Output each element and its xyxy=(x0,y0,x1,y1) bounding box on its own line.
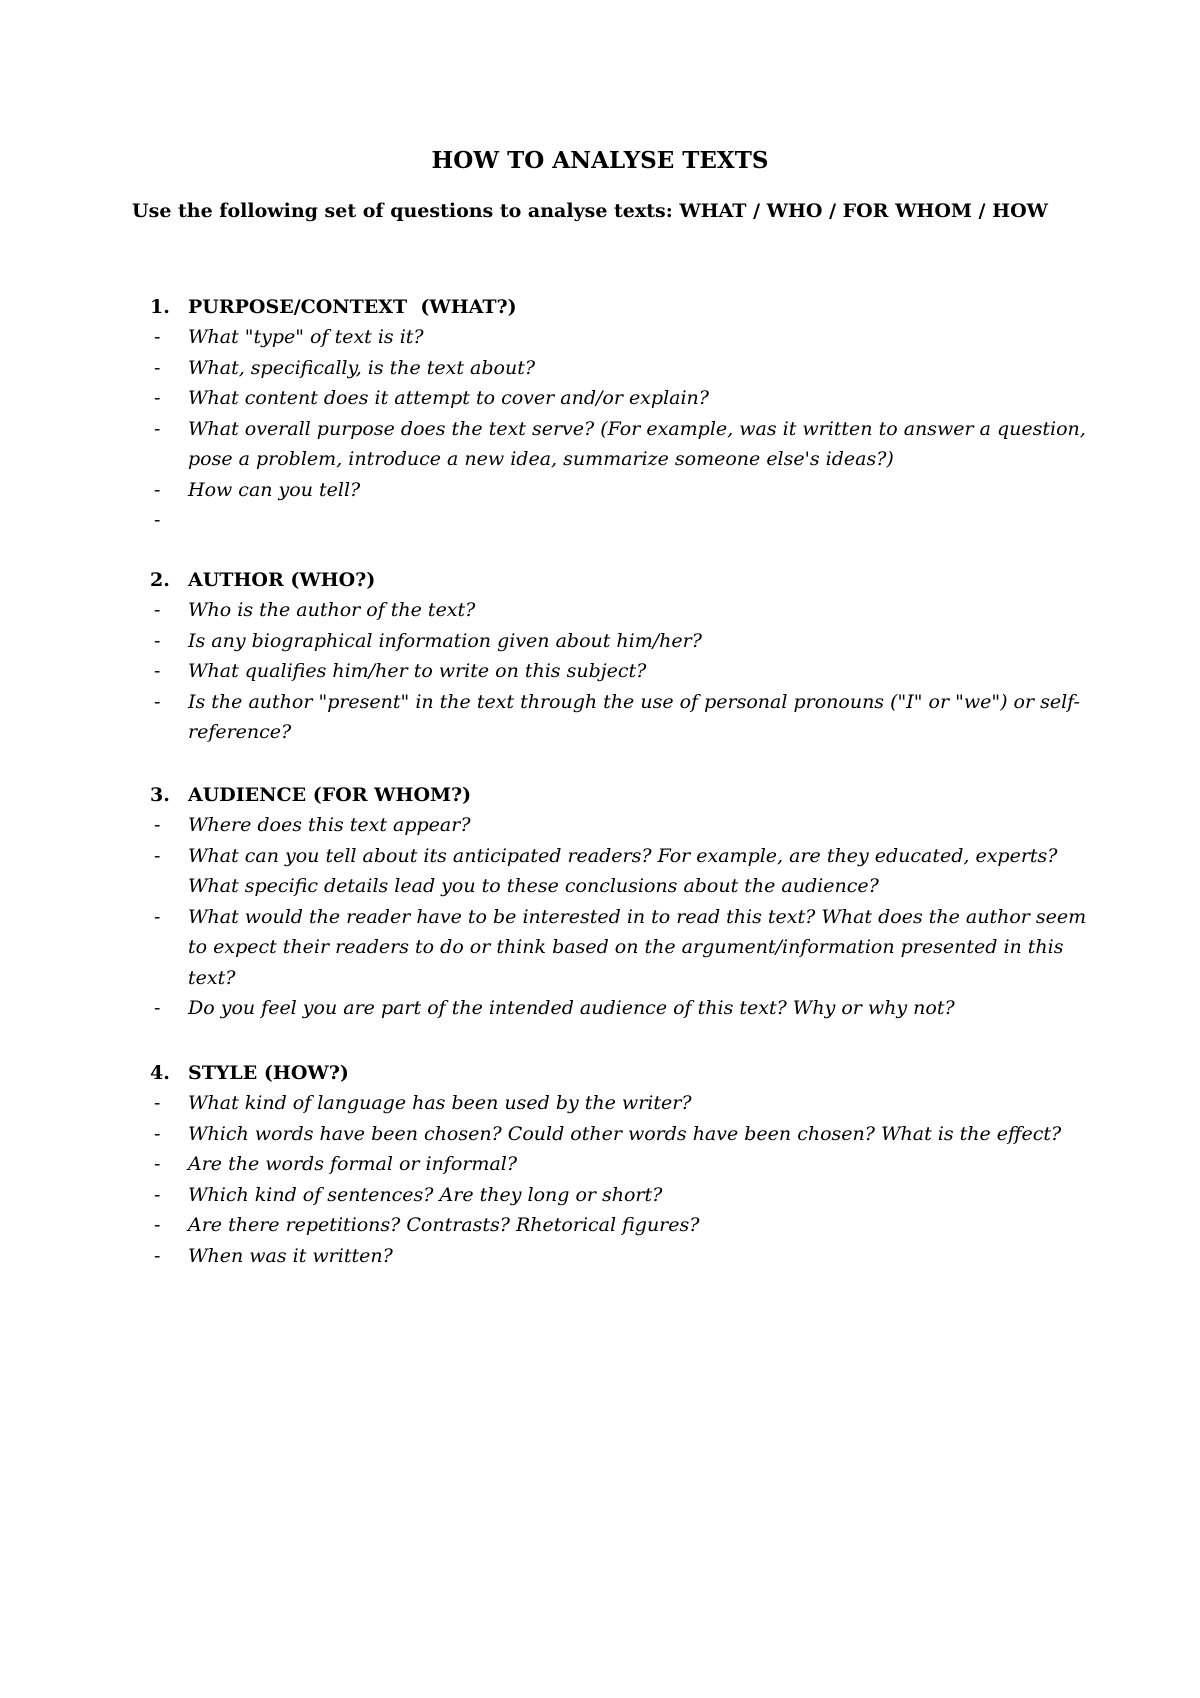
section-author xyxy=(150,565,1100,748)
question-text: Where does this text appear? xyxy=(188,814,471,836)
list-item xyxy=(150,505,1100,536)
question-text: What, specifically, is the text about? xyxy=(188,356,536,379)
question-text: What would the reader have to be interested in to read this text? What does the author seem to expect their readers to do or think based on the argument/information presented in this text? xyxy=(188,905,1087,989)
question-text: What overall purpose does the text serve? (For example, was it written to answer a question, pose a problem, introduce a new idea, summarize someone else's ideas?) xyxy=(188,417,1086,470)
dash-bullet: - xyxy=(154,356,161,379)
list-item xyxy=(150,656,1100,687)
list-item xyxy=(150,687,1100,748)
dash-bullet: - xyxy=(154,997,161,1019)
section-heading xyxy=(150,292,1100,322)
question-list xyxy=(150,595,1100,748)
question-text: Are there repetitions? Contrasts? Rhetorical figures? xyxy=(188,1214,700,1236)
list-item xyxy=(150,902,1100,994)
question-text: What "type" of text is it? xyxy=(188,326,424,348)
section-number: 1. xyxy=(150,296,170,318)
list-item xyxy=(150,353,1100,384)
dash-bullet: - xyxy=(154,1153,161,1175)
dash-bullet: - xyxy=(154,629,161,652)
dash-bullet: - xyxy=(154,690,161,713)
list-item xyxy=(150,810,1100,841)
section-heading-text: PURPOSE/CONTEXT (WHAT?) xyxy=(188,296,517,318)
question-text: Which words have been chosen? Could other words have been chosen? What is the effect? xyxy=(188,1122,1062,1145)
question-text: Do you feel you are part of the intended audience of this text? Why or why not? xyxy=(188,997,955,1019)
list-item xyxy=(150,322,1100,353)
section-heading xyxy=(150,780,1100,810)
list-item xyxy=(150,475,1100,506)
dash-bullet: - xyxy=(154,844,161,867)
question-text: What can you tell about its anticipated readers? For example, are they educated, experts? What specific details lead you to these conclusions about the audience? xyxy=(188,844,1058,897)
page-subtitle: Use the following set of questions to analyse texts: WHAT / WHO / FOR WHOM / HOW xyxy=(132,200,1048,222)
section-style xyxy=(150,1058,1100,1271)
dash-bullet: - xyxy=(154,509,161,531)
section-heading xyxy=(150,1058,1100,1088)
section-heading-text: AUDIENCE (FOR WHOM?) xyxy=(188,784,472,806)
question-text: How can you tell? xyxy=(188,478,361,501)
section-number: 3. xyxy=(150,784,170,806)
dash-bullet: - xyxy=(154,1122,161,1145)
question-text: What content does it attempt to cover and/or explain? xyxy=(188,387,709,409)
list-item xyxy=(150,626,1100,657)
dash-bullet: - xyxy=(154,1183,161,1206)
section-heading-text: AUTHOR (WHO?) xyxy=(188,569,376,591)
dash-bullet: - xyxy=(154,814,161,836)
list-item xyxy=(150,1119,1100,1150)
list-item xyxy=(150,414,1100,475)
list-item xyxy=(150,1241,1100,1272)
dash-bullet: - xyxy=(154,660,161,682)
question-text: Is any biographical information given about him/her? xyxy=(188,629,702,652)
list-item xyxy=(150,595,1100,626)
question-text: What qualifies him/her to write on this subject? xyxy=(188,660,647,682)
section-heading-text: STYLE (HOW?) xyxy=(188,1062,349,1084)
list-item xyxy=(150,1088,1100,1119)
section-number: 4. xyxy=(150,1062,170,1084)
list-item xyxy=(150,993,1100,1024)
section-number: 2. xyxy=(150,569,170,591)
dash-bullet: - xyxy=(154,387,161,409)
section-audience xyxy=(150,780,1100,1024)
list-item xyxy=(150,383,1100,414)
section-purpose-context xyxy=(150,292,1100,536)
list-item xyxy=(150,1149,1100,1180)
section-heading xyxy=(150,565,1100,595)
question-text: Is the author "present" in the text through the use of personal pronouns ("I" or "we") or self-reference? xyxy=(188,690,1080,743)
list-item xyxy=(150,1180,1100,1211)
dash-bullet: - xyxy=(154,478,161,501)
question-list xyxy=(150,322,1100,536)
dash-bullet: - xyxy=(154,326,161,348)
list-item xyxy=(150,1210,1100,1241)
dash-bullet: - xyxy=(154,1214,161,1236)
question-text: When was it written? xyxy=(188,1244,393,1267)
question-text: What kind of language has been used by the writer? xyxy=(188,1092,692,1114)
question-text: Are the words formal or informal? xyxy=(188,1153,518,1175)
dash-bullet: - xyxy=(154,905,161,928)
list-item xyxy=(150,841,1100,902)
question-list xyxy=(150,1088,1100,1271)
dash-bullet: - xyxy=(154,417,161,440)
question-list xyxy=(150,810,1100,1024)
dash-bullet: - xyxy=(154,1092,161,1114)
question-text: Who is the author of the text? xyxy=(188,599,476,621)
dash-bullet: - xyxy=(154,599,161,621)
dash-bullet: - xyxy=(154,1244,161,1267)
page-title: HOW TO ANALYSE TEXTS xyxy=(431,147,769,174)
question-text: Which kind of sentences? Are they long or short? xyxy=(188,1183,663,1206)
